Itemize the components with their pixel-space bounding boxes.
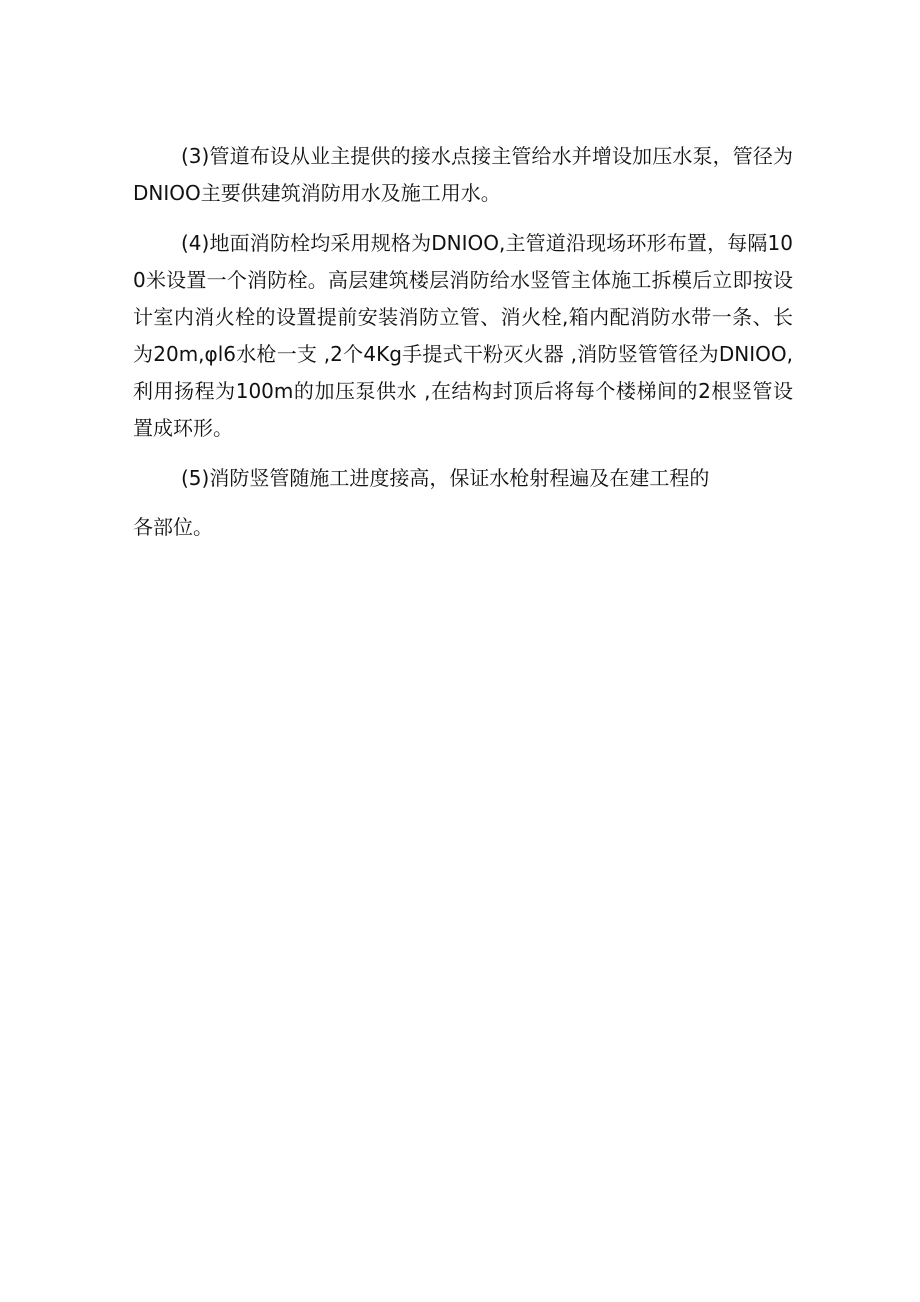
- document-body: [133, 138, 793, 546]
- paragraph-3: (3)管道布设从业主提供的接水点接主管给水并增设加压水泵，管径为DNIOO主要供建筑消防用水及施工用水。: [133, 144, 793, 205]
- paragraph-4: (4)地面消防栓均采用规格为DNIOO,主管道沿现场环形布置，每隔100米设置一个消防栓。高层建筑楼层消防给水竖管主体施工拆模后立即按设计室内消火栓的设置提前安装消防立管、消火栓,箱内配消防水带一条、长为20m,φl6水枪一支 ,2个4Kg手提式干粉灭火器 ,消防竖管管径为DNIOO,利用扬程为100m的加压泵供水 ,在结构封顶后将每个楼梯间的2根竖管设置成环形。: [133, 231, 793, 440]
- paragraph-5-continuation: 各部位。: [133, 515, 213, 539]
- paragraph-5: (5)消防竖管随施工进度接高，保证水枪射程遍及在建工程的: [181, 466, 710, 490]
